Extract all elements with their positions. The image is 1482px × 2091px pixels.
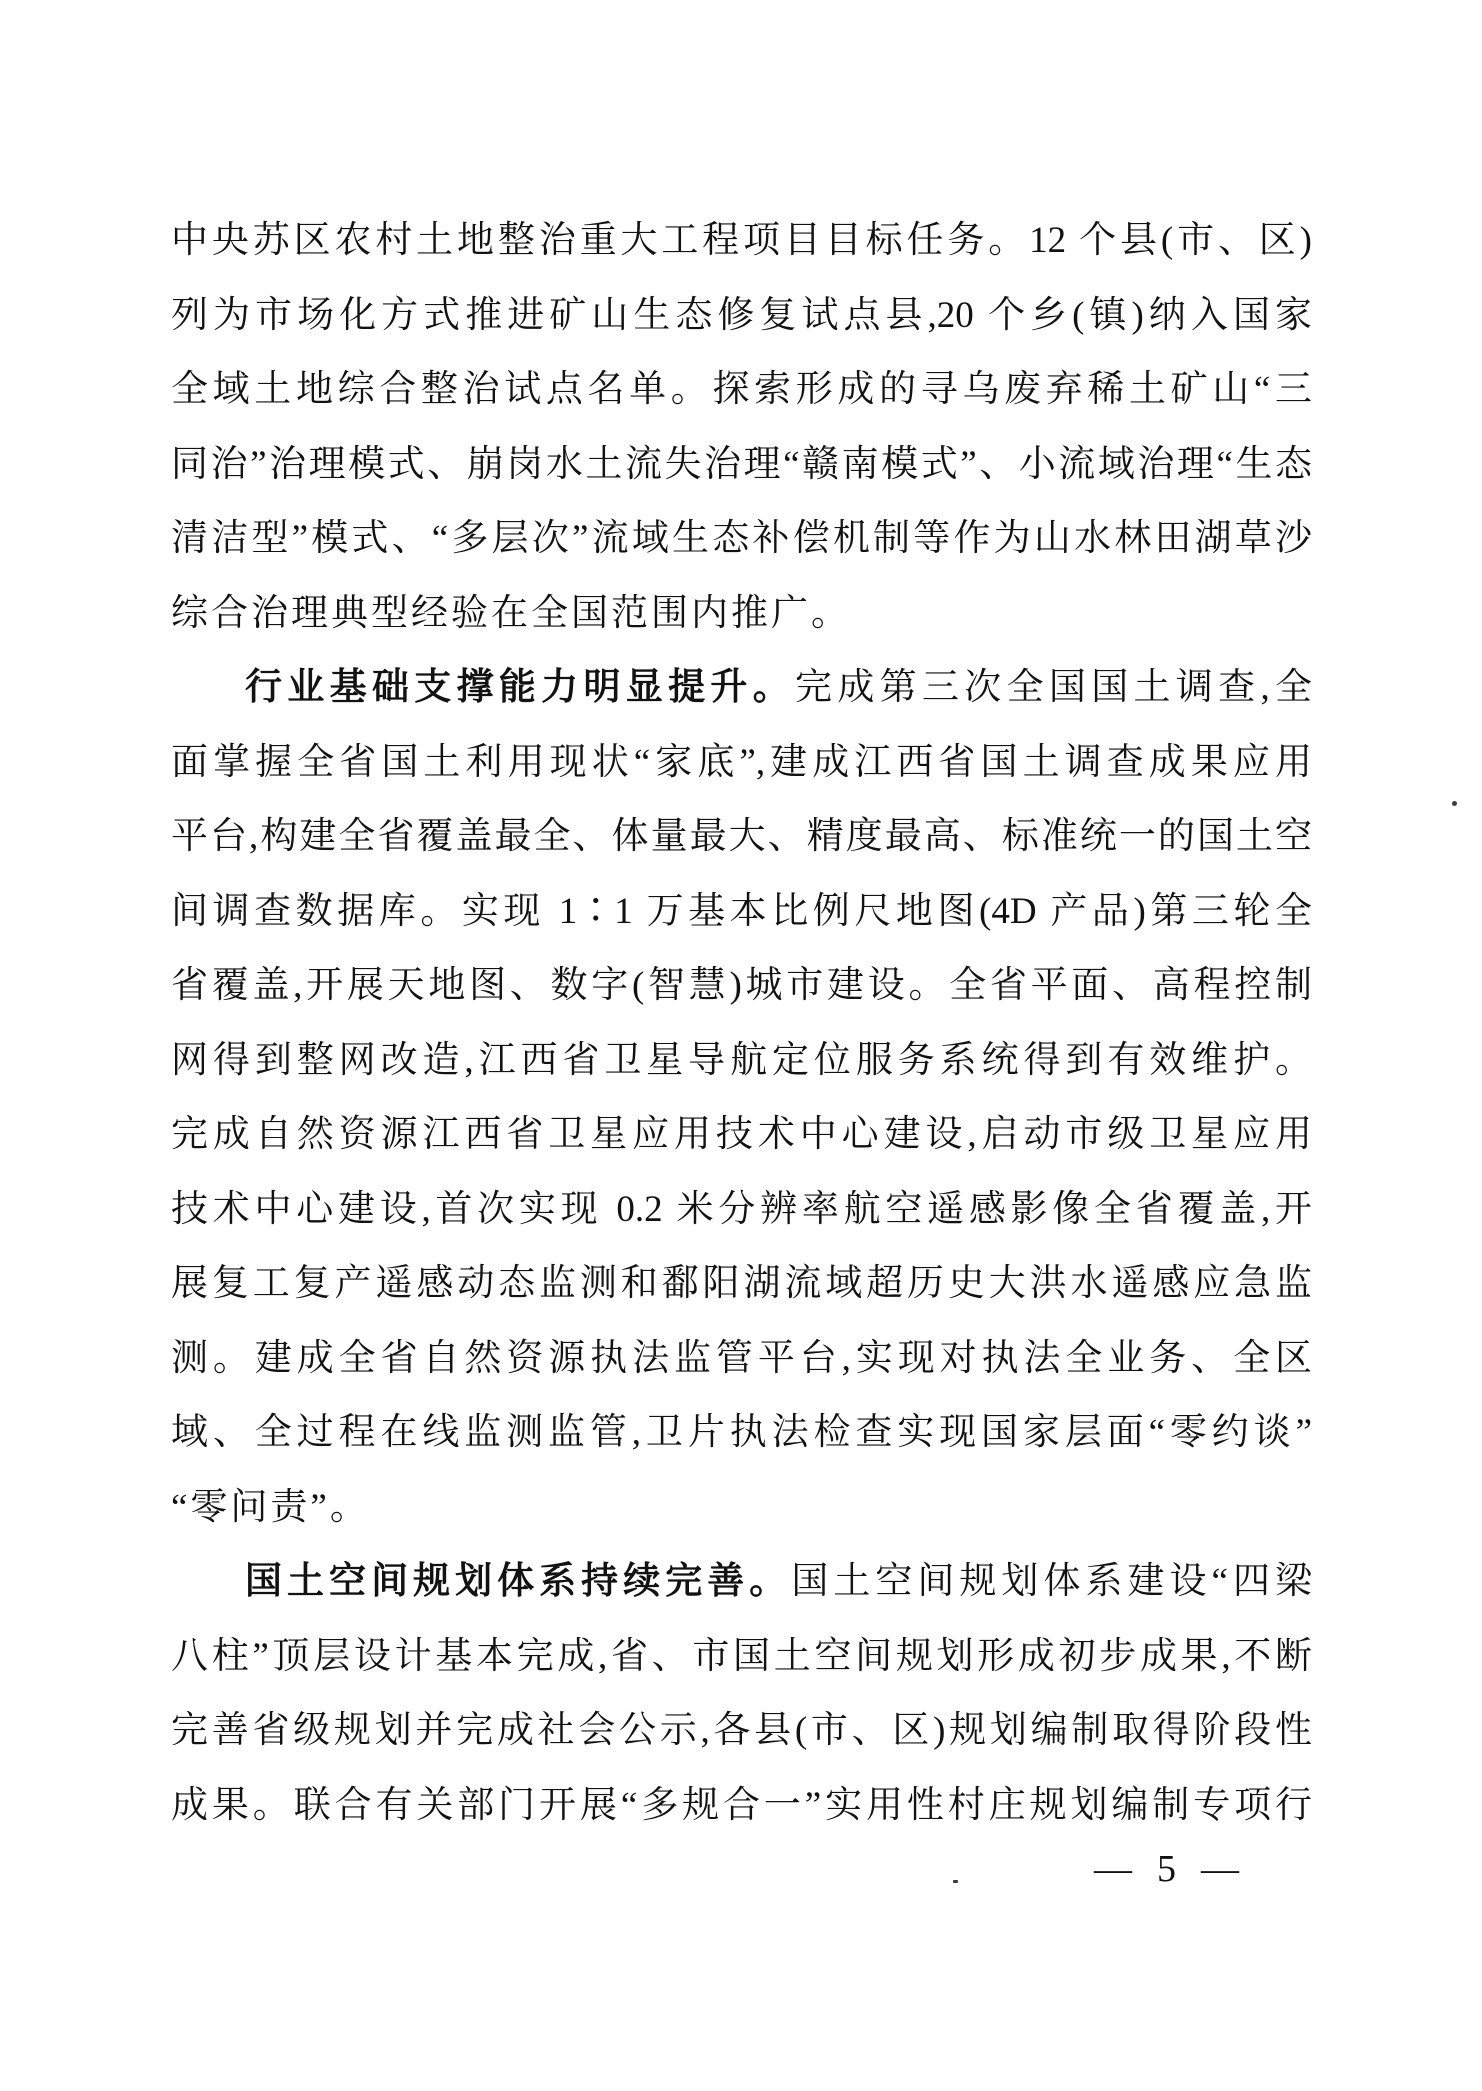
line-text: 间调查数据库。实现 1∶1 万基本比例尺地图(4D 产品)第三轮全 [171,890,1312,932]
text-line [171,428,1312,503]
line-text: 平台,构建全省覆盖最全、体量最大、精度最高、标准统一的国土空 [171,816,1312,857]
line-text: 面掌握全省国土利用现状“家底”,建成江西省国土调查成果应用 [171,741,1312,783]
text-line [171,1694,1312,1769]
line-text: 全域土地综合整治试点名单。探索形成的寻乌废弃稀土矿山“三 [171,369,1312,410]
text-line [171,1098,1312,1173]
line-text: 网得到整网改造,江西省卫星导航定位服务系统得到有效维护。 [171,1039,1312,1081]
page-number: 5 [1157,1848,1176,1890]
text-line-paragraph-end [171,577,1312,652]
text-line [171,279,1312,354]
text-line-paragraph-start [171,651,1312,726]
text-line [171,1322,1312,1397]
text-line [171,875,1312,950]
text-line [171,502,1312,577]
paragraph-lead: 行业基础支撑能力明显提升。 [245,667,796,708]
page-footer [1094,1845,1239,1893]
line-text: 列为市场化方式推进矿山生态修复试点县,20 个乡(镇)纳入国家 [171,294,1312,336]
text-line [171,1247,1312,1322]
text-line [171,353,1312,428]
document-text-block [171,204,1312,1843]
line-text: 技术中心建设,首次实现 0.2 米分辨率航空遥感影像全省覆盖,开 [171,1188,1312,1230]
text-line [171,726,1312,801]
text-line [171,1396,1312,1471]
footer-left-dash: — [1094,1848,1132,1890]
paragraph-lead: 国土空间规划体系持续完善。 [245,1561,792,1602]
footer-right-dash: — [1201,1848,1239,1890]
line-text: 测。建成全省自然资源执法监管平台,实现对执法全业务、全区 [171,1337,1312,1379]
line-text: 完成自然资源江西省卫星应用技术中心建设,启动市级卫星应用 [171,1114,1312,1155]
line-text: 展复工复产遥感动态监测和鄱阳湖流域超历史大洪水遥感应急监 [171,1263,1312,1304]
line-text: 综合治理典型经验在全国范围内推广。 [171,592,851,634]
text-line [171,1024,1312,1099]
line-text: 中央苏区农村土地整治重大工程项目目标任务。12 个县(市、区) [171,220,1312,261]
text-line [171,1769,1312,1844]
text-line [171,1620,1312,1695]
scan-noise-speck [1452,801,1457,806]
line-text: 同治”治理模式、崩岗水土流失治理“赣南模式”、小流域治理“生态 [171,443,1312,485]
text-line-paragraph-start [171,1545,1312,1620]
line-text: 国土空间规划体系建设“四梁 [791,1561,1312,1602]
line-text: “零问责”。 [171,1486,370,1528]
line-text: 域、全过程在线监测监管,卫片执法检查实现国家层面“零约谈” [171,1412,1312,1453]
line-text: 清洁型”模式、“多层次”流域生态补偿机制等作为山水林田湖草沙 [171,518,1312,559]
line-text: 完善省级规划并完成社会公示,各县(市、区)规划编制取得阶段性 [171,1710,1312,1751]
text-line [171,204,1312,279]
line-text: 八柱”顶层设计基本完成,省、市国土空间规划形成初步成果,不断 [171,1635,1312,1677]
text-line [171,800,1312,875]
line-text: 成果。联合有关部门开展“多规合一”实用性村庄规划编制专项行 [171,1784,1312,1826]
text-line [171,1173,1312,1248]
line-text: 省覆盖,开展天地图、数字(智慧)城市建设。全省平面、高程控制 [171,965,1312,1006]
text-line [171,949,1312,1024]
scan-noise-speck [953,1880,958,1883]
text-line-paragraph-end [171,1471,1312,1546]
line-text: 完成第三次全国国土调查,全 [795,667,1312,708]
